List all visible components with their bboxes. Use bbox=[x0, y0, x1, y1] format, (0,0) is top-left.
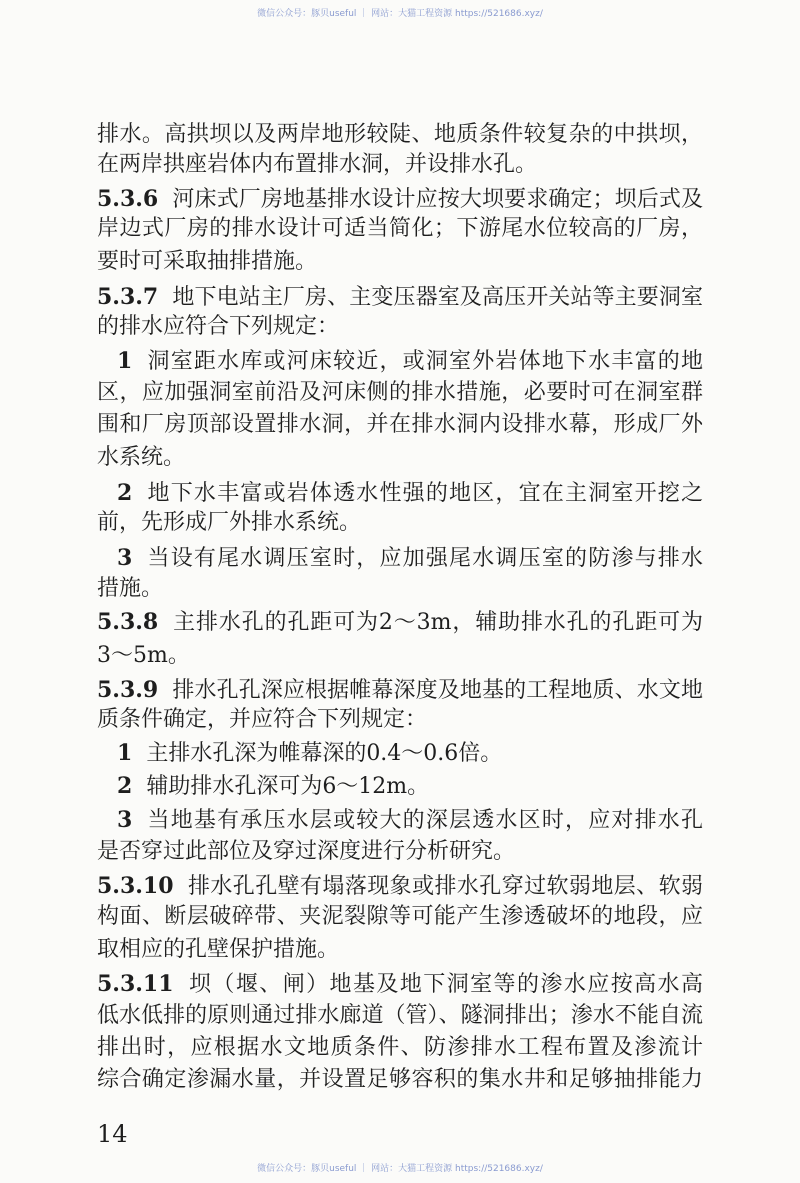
line-text: 河床式厂房地基排水设计应按大坝要求确定；坝后式及 bbox=[172, 187, 703, 212]
text-line bbox=[97, 839, 703, 865]
clause-number: 5.3.10 bbox=[97, 873, 174, 899]
text-line bbox=[117, 545, 703, 571]
text-line bbox=[97, 445, 703, 471]
line-text: 3～5m。 bbox=[97, 643, 190, 668]
line-text: 是否穿过此部位及穿过深度进行分析研究。 bbox=[97, 839, 516, 864]
text-line bbox=[97, 677, 703, 703]
text-line bbox=[97, 249, 703, 275]
clause-number: 5.3.11 bbox=[97, 971, 174, 997]
text-line bbox=[97, 904, 703, 930]
line-text: 区，应加强洞室前沿及河床侧的排水措施，必要时可在洞室群 bbox=[97, 380, 703, 405]
line-text: 坝（堰、闸）地基及地下洞室等的渗水应按高水高 bbox=[187, 972, 703, 997]
clause-number: 5.3.6 bbox=[97, 186, 159, 212]
text-line bbox=[117, 740, 703, 767]
line-text: 前，先形成厂外排水系统。 bbox=[97, 510, 362, 535]
line-text: 取相应的孔壁保护措施。 bbox=[97, 937, 340, 962]
line-text: 主排水孔深为帷幕深的0.4～0.6倍。 bbox=[146, 741, 503, 766]
text-line bbox=[97, 643, 703, 669]
page-number: 14 bbox=[97, 1120, 128, 1148]
text-line bbox=[97, 576, 703, 602]
text-line bbox=[97, 122, 703, 148]
text-line bbox=[97, 937, 703, 963]
text-line bbox=[97, 1003, 703, 1029]
line-text: 在两岸拱座岩体内布置排水洞，并设排水孔。 bbox=[97, 152, 538, 177]
clause-number: 5.3.9 bbox=[97, 677, 159, 703]
text-line bbox=[117, 480, 703, 506]
text-line bbox=[117, 348, 703, 374]
text-line bbox=[97, 284, 703, 310]
text-line bbox=[97, 1035, 703, 1061]
line-text: 综合确定渗漏水量，并设置足够容积的集水井和足够抽排能力 bbox=[97, 1067, 703, 1092]
text-line bbox=[97, 412, 703, 438]
text-line bbox=[97, 707, 703, 733]
list-item-number: 2 bbox=[117, 773, 133, 799]
line-text: 辅助排水孔深可为6～12m。 bbox=[146, 774, 430, 799]
watermark-footer: 微信公众号：豚贝useful ｜ 网站：大猫工程资源 https://521686.xyz/ bbox=[257, 1164, 543, 1174]
text-line bbox=[97, 873, 703, 899]
text-line bbox=[117, 807, 703, 833]
list-item-number: 2 bbox=[117, 480, 133, 506]
text-line bbox=[97, 510, 703, 536]
line-text: 构面、断层破碎带、夹泥裂隙等可能产生渗透破坏的地段，应 bbox=[97, 904, 703, 929]
line-text: 地下水丰富或岩体透水性强的地区，宜在主洞室开挖之 bbox=[146, 481, 703, 506]
line-text: 措施。 bbox=[97, 576, 164, 601]
text-line bbox=[97, 971, 703, 997]
list-item-number: 3 bbox=[117, 807, 133, 833]
line-text: 当地基有承压水层或较大的深层透水区时，应对排水孔 bbox=[146, 808, 703, 833]
clause-number: 5.3.7 bbox=[97, 284, 159, 310]
line-text: 质条件确定，并应符合下列规定： bbox=[97, 707, 428, 732]
line-text: 排水孔孔壁有塌落现象或排水孔穿过软弱地层、软弱 bbox=[187, 874, 703, 899]
line-text: 洞室距水库或河床较近，或洞室外岩体地下水丰富的地 bbox=[146, 349, 703, 374]
clause-number: 5.3.8 bbox=[97, 609, 159, 635]
line-text: 排水孔孔深应根据帷幕深度及地基的工程地质、水文地 bbox=[172, 678, 703, 703]
line-text: 水系统。 bbox=[97, 445, 186, 470]
line-text: 主排水孔的孔距可为2～3m，辅助排水孔的孔距可为 bbox=[172, 610, 703, 635]
text-line bbox=[97, 380, 703, 406]
list-item-number: 1 bbox=[117, 740, 133, 766]
line-text: 的排水应符合下列规定： bbox=[97, 314, 340, 339]
line-text: 排水。高拱坝以及两岸地形较陡、地质条件较复杂的中拱坝， bbox=[97, 122, 703, 147]
line-text: 围和厂房顶部设置排水洞，并在排水洞内设排水幕，形成厂外 bbox=[97, 412, 703, 437]
text-line bbox=[117, 773, 703, 800]
text-line bbox=[97, 1067, 703, 1093]
line-text: 当设有尾水调压室时，应加强尾水调压室的防渗与排水 bbox=[146, 546, 703, 571]
line-text: 要时可采取抽排措施。 bbox=[97, 249, 318, 274]
list-item-number: 3 bbox=[117, 545, 133, 571]
line-text: 岸边式厂房的排水设计可适当简化；下游尾水位较高的厂房， bbox=[97, 216, 703, 241]
line-text: 地下电站主厂房、主变压器室及高压开关站等主要洞室 bbox=[172, 285, 703, 310]
text-line bbox=[97, 152, 703, 178]
text-line bbox=[97, 186, 703, 212]
line-text: 排出时，应根据水文地质条件、防渗排水工程布置及渗流计 bbox=[97, 1035, 703, 1060]
watermark-header: 微信公众号：豚贝useful ｜ 网站：大猫工程资源 https://521686.xyz/ bbox=[257, 9, 543, 19]
text-line bbox=[97, 216, 703, 242]
list-item-number: 1 bbox=[117, 348, 133, 374]
text-line bbox=[97, 609, 703, 635]
text-line bbox=[97, 314, 703, 340]
line-text: 低水低排的原则通过排水廊道（管）、隧洞排出；渗水不能自流 bbox=[97, 1003, 703, 1028]
